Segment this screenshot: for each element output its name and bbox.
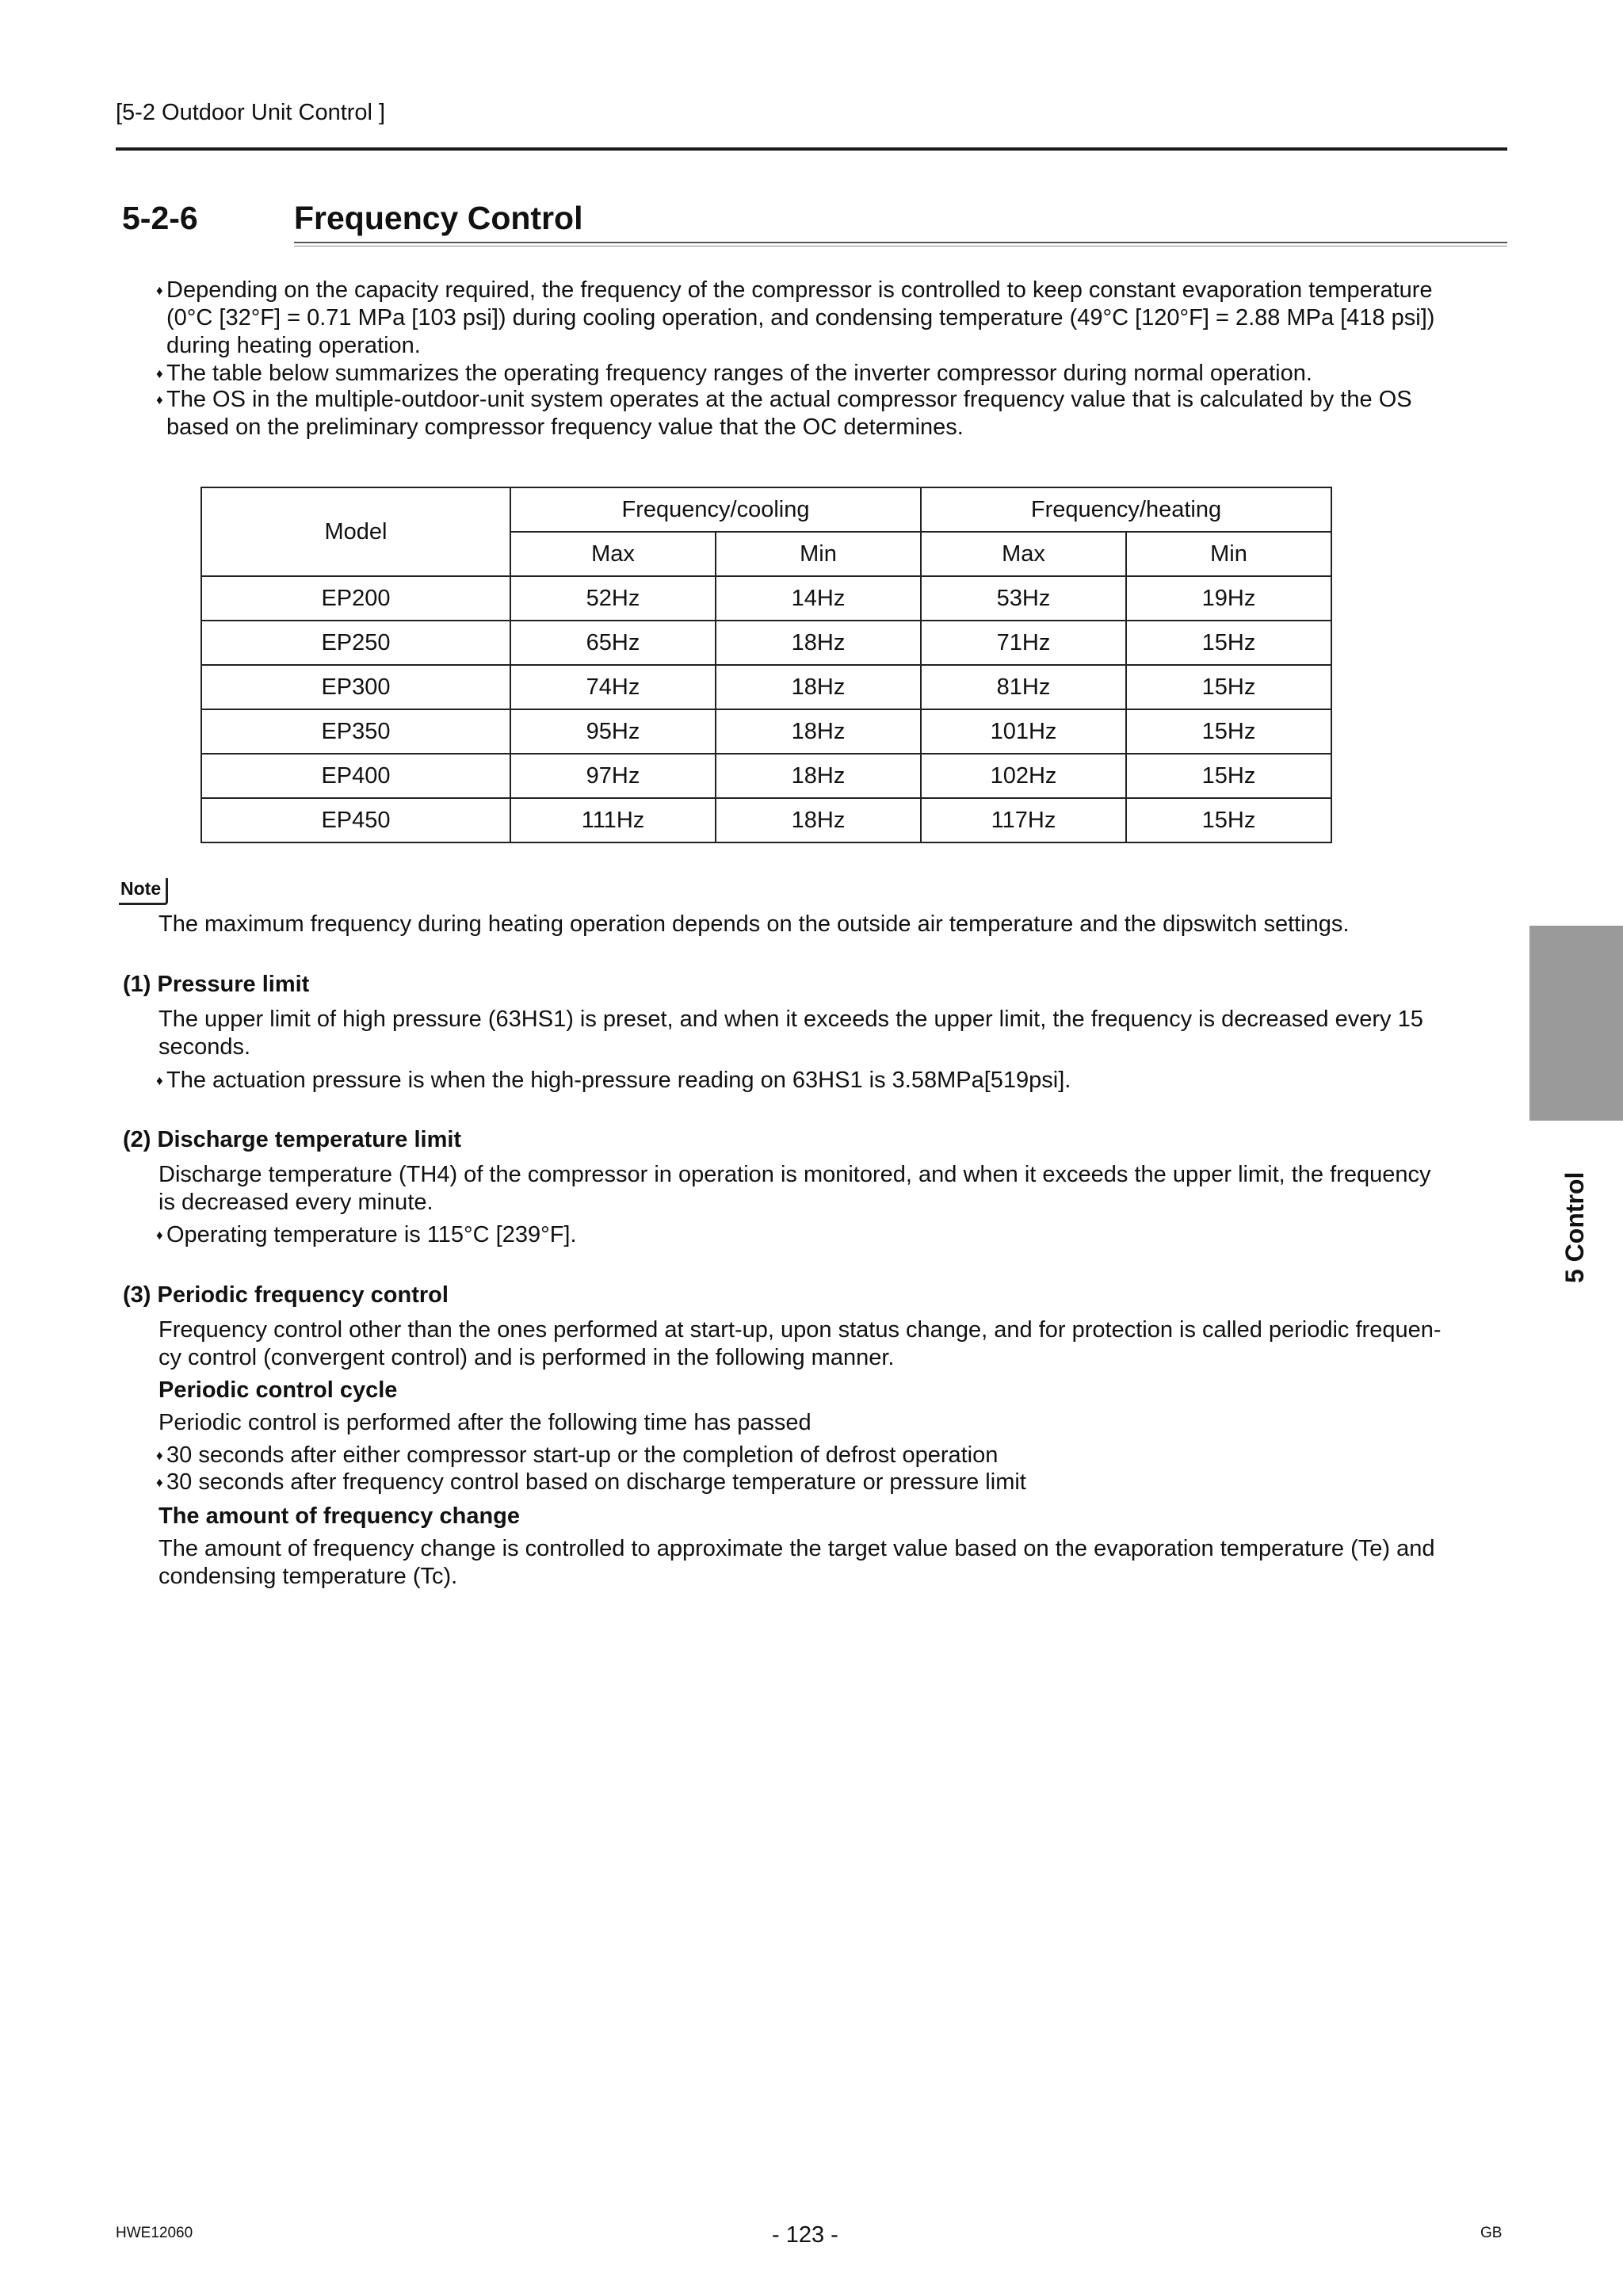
table-cell: 18Hz [716,709,921,754]
table-row [201,754,1331,798]
periodic-cycle-bullet-2 [158,1469,1514,1496]
amount-text [158,1535,1514,1591]
table-cell: 15Hz [1126,754,1331,798]
intro-bullet-1-line-3: during heating operation. [166,333,421,358]
model-cell: EP350 [201,709,510,754]
table-cell: 52Hz [510,576,716,621]
header-rule [116,147,1507,151]
pressure-limit-bullet-text: The actuation pressure is when the high-pressure reading on 63HS1 is 3.58MPa[519psi]. [166,1068,1071,1093]
table-cell: 65Hz [510,621,716,665]
discharge-limit-bullet-text: Operating temperature is 115°C [239°F]. [166,1222,577,1247]
model-cell: EP450 [201,798,510,842]
periodic-heading: (3) Periodic frequency control [123,1282,449,1308]
intro-bullet-3-line-2: based on the preliminary compressor frequency value that the OC determines. [166,415,964,440]
pressure-limit-line-1: The upper limit of high pressure (63HS1) is preset, and when it exceeds the upper limit, the frequency is decreased every 15 [158,1007,1423,1032]
intro-bullet-2 [158,360,1514,388]
note-label: Note [119,878,168,905]
model-cell: EP400 [201,754,510,798]
periodic-cycle-bullet-1-text: 30 seconds after either compressor start-up or the completion of defrost operation [166,1442,999,1468]
intro-bullet-2-line-1: The table below summarizes the operating frequency ranges of the inverter compressor during normal operation. [166,361,1312,386]
table-cell: 95Hz [510,709,716,754]
periodic-line-1: Frequency control other than the ones performed at start-up, upon status change, and for protection is called periodic frequen- [158,1317,1442,1343]
periodic-cycle-bullet-1 [158,1442,1514,1469]
bullet-icon: ♦ [156,1073,163,1088]
model-cell: EP250 [201,621,510,665]
amount-heading: The amount of frequency change [158,1503,520,1529]
table-cell: 81Hz [921,665,1126,709]
table-cell: 18Hz [716,754,921,798]
table-row [201,798,1331,842]
footer-language: GB [1480,2225,1503,2241]
table-cell: 15Hz [1126,798,1331,842]
model-cell: EP300 [201,665,510,709]
table-cell: 97Hz [510,754,716,798]
table-row [201,621,1331,665]
note-text: The maximum frequency during heating operation depends on the outside air temperature and the dipswitch settings. [158,911,1350,937]
bullet-icon: ♦ [156,1475,163,1490]
model-cell: EP200 [201,576,510,621]
periodic-text [158,1316,1514,1372]
chapter-tab [1529,926,1623,1121]
table-cell: 102Hz [921,754,1126,798]
bullet-icon: ♦ [156,1228,163,1243]
intro-bullet-3 [158,386,1514,441]
table-header-row [201,487,1331,532]
section-number: 5-2-6 [122,200,198,236]
heating-header: Frequency/heating [921,487,1331,532]
intro-bullet-1-line-2: (0°C [32°F] = 0.71 MPa [103 psi]) during cooling operation, and condensing temperature (49°C [120°F] = 2.88 MPa [418 psi]) [166,305,1435,330]
table-cell: 19Hz [1126,576,1331,621]
frequency-table [200,487,1332,843]
table-cell: 18Hz [716,621,921,665]
discharge-limit-line-1: Discharge temperature (TH4) of the compressor in operation is monitored, and when it exceeds the upper limit, the frequency [158,1162,1431,1187]
footer-page-number: - 123 - [772,2222,838,2248]
periodic-cycle-text: Periodic control is performed after the following time has passed [158,1410,812,1435]
discharge-limit-line-2: is decreased every minute. [158,1190,433,1215]
table-cell: 18Hz [716,798,921,842]
table-cell: 15Hz [1126,709,1331,754]
amount-line-1: The amount of frequency change is controlled to approximate the target value based on the evaporation temperature (Te) and [158,1536,1435,1561]
table-cell: 18Hz [716,665,921,709]
discharge-limit-bullet [158,1221,1514,1249]
heating-min-header: Min [1126,532,1331,576]
section-title-rule [294,242,1507,243]
discharge-limit-heading: (2) Discharge temperature limit [123,1127,462,1152]
periodic-cycle-heading: Periodic control cycle [158,1377,398,1403]
model-header: Model [201,487,510,576]
table-row [201,576,1331,621]
cooling-header: Frequency/cooling [510,487,921,532]
pressure-limit-heading: (1) Pressure limit [123,972,310,997]
bullet-icon: ♦ [156,1448,163,1463]
intro-bullet-1-line-1: Depending on the capacity required, the frequency of the compressor is controlled to keep constant evaporation temperature [166,277,1433,303]
amount-line-2: condensing temperature (Tc). [158,1564,458,1589]
table-cell: 117Hz [921,798,1126,842]
bullet-icon: ♦ [156,283,163,298]
intro-bullet-3-line-1: The OS in the multiple-outdoor-unit system operates at the actual compressor frequency value that is calculated by the OS [166,387,1412,412]
table-row [201,665,1331,709]
cooling-min-header: Min [716,532,921,576]
table-cell: 111Hz [510,798,716,842]
heating-max-header: Max [921,532,1126,576]
table-cell: 74Hz [510,665,716,709]
periodic-line-2: cy control (convergent control) and is performed in the following manner. [158,1345,895,1370]
bullet-icon: ♦ [156,392,163,407]
footer-doc-code: HWE12060 [116,2225,193,2241]
pressure-limit-bullet [158,1067,1514,1095]
table-cell: 71Hz [921,621,1126,665]
section-title: Frequency Control [294,200,583,236]
chapter-tab-label: 5 Control [1560,1171,1589,1283]
table-cell: 15Hz [1126,665,1331,709]
header-breadcrumb: [5-2 Outdoor Unit Control ] [116,100,386,125]
discharge-limit-text [158,1161,1514,1217]
bullet-icon: ♦ [156,366,163,381]
pressure-limit-text [158,1006,1514,1061]
table-cell: 15Hz [1126,621,1331,665]
table-cell: 14Hz [716,576,921,621]
table-cell: 101Hz [921,709,1126,754]
pressure-limit-line-2: seconds. [158,1034,251,1060]
cooling-max-header: Max [510,532,716,576]
intro-bullet-1 [158,277,1514,360]
periodic-cycle-bullet-2-text: 30 seconds after frequency control based on discharge temperature or pressure limit [166,1469,1026,1495]
table-cell: 53Hz [921,576,1126,621]
table-row [201,709,1331,754]
